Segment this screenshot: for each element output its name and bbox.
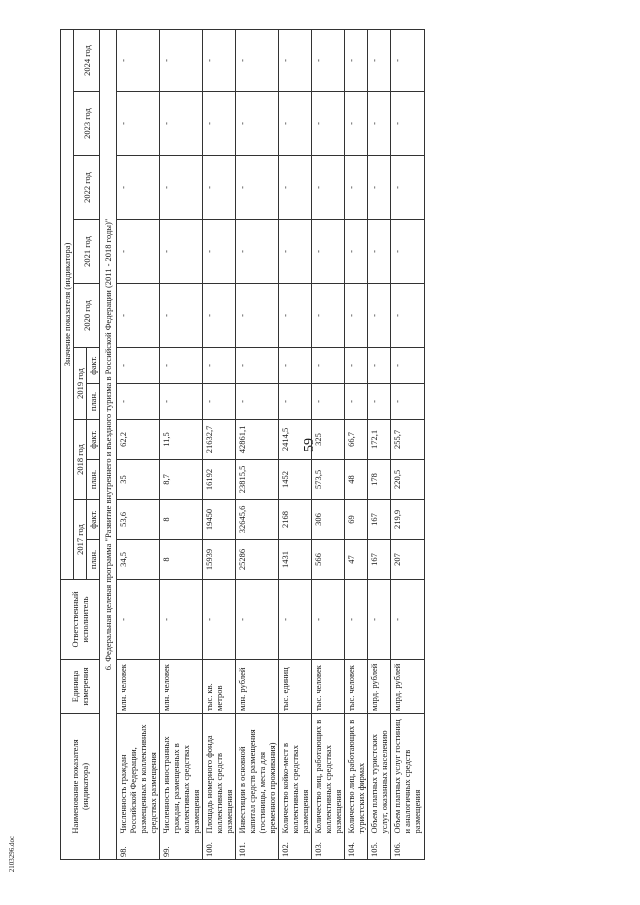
indicator-table-container bbox=[60, 30, 575, 860]
cell-value-2022: - bbox=[279, 155, 312, 219]
cell-value-2022: - bbox=[203, 155, 236, 219]
cell-fact-2017: 53,6 bbox=[117, 499, 160, 539]
header-year-2020: 2020 год bbox=[74, 283, 100, 347]
cell-value-2022: - bbox=[312, 155, 345, 219]
header-year-2019: 2019 год bbox=[74, 347, 87, 419]
cell-row-number: 99. bbox=[160, 836, 203, 860]
cell-row-number: 106. bbox=[391, 836, 424, 860]
cell-value-2021: - bbox=[279, 219, 312, 283]
cell-fact-2019: - bbox=[312, 347, 345, 383]
header-year-2018: 2018 год bbox=[74, 419, 87, 499]
cell-fact-2018: 66,7 bbox=[345, 419, 368, 459]
cell-value-2020: - bbox=[203, 283, 236, 347]
header-fact-2018: факт. bbox=[87, 419, 100, 459]
cell-fact-2017: 2168 bbox=[279, 499, 312, 539]
cell-value-2020: - bbox=[312, 283, 345, 347]
cell-responsible: - bbox=[160, 579, 203, 659]
header-year-2024: 2024 год bbox=[74, 29, 100, 91]
cell-plan-2019: - bbox=[236, 383, 279, 419]
section-title: 6. Федеральная целевая программа "Развитие внутреннего и въездного туризма в Российской Федерации (2011 - 2018 годы)" bbox=[100, 29, 117, 859]
header-year-2021: 2021 год bbox=[74, 219, 100, 283]
cell-unit: млрд. рублей bbox=[391, 659, 424, 713]
header-plan-2017: план. bbox=[87, 539, 100, 579]
cell-plan-2019: - bbox=[391, 383, 424, 419]
cell-fact-2017: 219,9 bbox=[391, 499, 424, 539]
cell-value-2024: - bbox=[236, 29, 279, 91]
cell-fact-2019: - bbox=[236, 347, 279, 383]
cell-plan-2019: - bbox=[203, 383, 236, 419]
header-value-group: Значение показателя (индикатора) bbox=[61, 29, 74, 579]
cell-value-2022: - bbox=[391, 155, 424, 219]
cell-plan-2018: 220,5 bbox=[391, 459, 424, 499]
cell-value-2020: - bbox=[279, 283, 312, 347]
cell-plan-2019: - bbox=[345, 383, 368, 419]
cell-indicator-name: Количество койко-мест в коллективных средствах размещения bbox=[279, 713, 312, 835]
cell-plan-2019: - bbox=[117, 383, 160, 419]
cell-value-2024: - bbox=[203, 29, 236, 91]
cell-row-number: 100. bbox=[203, 836, 236, 860]
cell-value-2023: - bbox=[345, 91, 368, 155]
table-row bbox=[279, 29, 312, 859]
cell-unit: млн. человек bbox=[117, 659, 160, 713]
cell-plan-2017: 25286 bbox=[236, 539, 279, 579]
cell-plan-2017: 15939 bbox=[203, 539, 236, 579]
header-year-2017: 2017 год bbox=[74, 499, 87, 579]
cell-fact-2017: 8 bbox=[160, 499, 203, 539]
cell-value-2021: - bbox=[312, 219, 345, 283]
cell-value-2021: - bbox=[345, 219, 368, 283]
cell-value-2020: - bbox=[391, 283, 424, 347]
table-row bbox=[203, 29, 236, 859]
cell-value-2022: - bbox=[160, 155, 203, 219]
cell-value-2024: - bbox=[345, 29, 368, 91]
cell-responsible: - bbox=[203, 579, 236, 659]
cell-fact-2018: 2414,5 bbox=[279, 419, 312, 459]
header-year-2023: 2023 год bbox=[74, 91, 100, 155]
cell-value-2023: - bbox=[203, 91, 236, 155]
cell-value-2023: - bbox=[117, 91, 160, 155]
cell-unit: млн. рублей bbox=[236, 659, 279, 713]
cell-value-2023: - bbox=[279, 91, 312, 155]
cell-value-2020: - bbox=[160, 283, 203, 347]
cell-fact-2018: 11,5 bbox=[160, 419, 203, 459]
cell-value-2023: - bbox=[312, 91, 345, 155]
cell-responsible: - bbox=[368, 579, 391, 659]
header-fact-2017: факт. bbox=[87, 499, 100, 539]
header-unit: Единица измерения bbox=[61, 659, 100, 713]
cell-plan-2017: 207 bbox=[391, 539, 424, 579]
cell-value-2022: - bbox=[117, 155, 160, 219]
indicator-table bbox=[60, 29, 425, 860]
cell-indicator-name: Количество лиц, работающих в коллективных средствах размещения bbox=[312, 713, 345, 835]
cell-indicator-name: Количество лиц, работающих в туристских фирмах bbox=[345, 713, 368, 835]
cell-fact-2019: - bbox=[117, 347, 160, 383]
cell-value-2021: - bbox=[203, 219, 236, 283]
cell-fact-2018: 255,7 bbox=[391, 419, 424, 459]
table-row bbox=[312, 29, 345, 859]
cell-plan-2019: - bbox=[279, 383, 312, 419]
cell-plan-2017: 8 bbox=[160, 539, 203, 579]
cell-plan-2018: 23815,5 bbox=[236, 459, 279, 499]
cell-value-2021: - bbox=[236, 219, 279, 283]
cell-fact-2017: 69 bbox=[345, 499, 368, 539]
cell-value-2024: - bbox=[117, 29, 160, 91]
cell-responsible: - bbox=[236, 579, 279, 659]
cell-value-2021: - bbox=[368, 219, 391, 283]
cell-value-2024: - bbox=[391, 29, 424, 91]
cell-row-number: 102. bbox=[279, 836, 312, 860]
header-plan-2019: план. bbox=[87, 383, 100, 419]
cell-row-number: 103. bbox=[312, 836, 345, 860]
cell-unit: млрд. рублей bbox=[368, 659, 391, 713]
cell-value-2021: - bbox=[117, 219, 160, 283]
cell-value-2022: - bbox=[345, 155, 368, 219]
cell-responsible: - bbox=[279, 579, 312, 659]
cell-fact-2017: 306 bbox=[312, 499, 345, 539]
cell-value-2021: - bbox=[160, 219, 203, 283]
cell-value-2022: - bbox=[236, 155, 279, 219]
cell-fact-2019: - bbox=[368, 347, 391, 383]
cell-value-2022: - bbox=[368, 155, 391, 219]
cell-value-2020: - bbox=[117, 283, 160, 347]
header-indicator-name: Наименование показателя (индикатора) bbox=[61, 713, 100, 859]
cell-value-2023: - bbox=[160, 91, 203, 155]
cell-row-number: 105. bbox=[368, 836, 391, 860]
table-row bbox=[391, 29, 424, 859]
cell-value-2020: - bbox=[345, 283, 368, 347]
cell-plan-2018: 1452 bbox=[279, 459, 312, 499]
cell-plan-2017: 47 bbox=[345, 539, 368, 579]
cell-fact-2018: 21632,7 bbox=[203, 419, 236, 459]
table-row bbox=[160, 29, 203, 859]
cell-plan-2018: 178 bbox=[368, 459, 391, 499]
cell-fact-2019: - bbox=[391, 347, 424, 383]
cell-value-2021: - bbox=[391, 219, 424, 283]
cell-plan-2018: 16192 bbox=[203, 459, 236, 499]
page-number: 59 bbox=[302, 438, 317, 452]
cell-indicator-name: Объем платных туристских услуг, оказанных населению bbox=[368, 713, 391, 835]
cell-responsible: - bbox=[391, 579, 424, 659]
cell-responsible: - bbox=[345, 579, 368, 659]
cell-row-number: 98. bbox=[117, 836, 160, 860]
cell-plan-2019: - bbox=[368, 383, 391, 419]
cell-value-2024: - bbox=[160, 29, 203, 91]
cell-fact-2018: 172,1 bbox=[368, 419, 391, 459]
cell-fact-2019: - bbox=[345, 347, 368, 383]
cell-fact-2017: 167 bbox=[368, 499, 391, 539]
cell-plan-2017: 1431 bbox=[279, 539, 312, 579]
cell-row-number: 101. bbox=[236, 836, 279, 860]
header-responsible: Ответственный исполнитель bbox=[61, 579, 100, 659]
cell-indicator-name: Численность иностранных граждан, размещенных в коллективных средствах размещения bbox=[160, 713, 203, 835]
cell-responsible: - bbox=[117, 579, 160, 659]
cell-plan-2019: - bbox=[160, 383, 203, 419]
cell-fact-2017: 32645,6 bbox=[236, 499, 279, 539]
cell-plan-2018: 48 bbox=[345, 459, 368, 499]
cell-unit: млн. человек bbox=[160, 659, 203, 713]
cell-unit: тыс. человек bbox=[345, 659, 368, 713]
cell-value-2024: - bbox=[312, 29, 345, 91]
cell-unit: тыс. единиц bbox=[279, 659, 312, 713]
header-year-2022: 2022 год bbox=[74, 155, 100, 219]
cell-value-2020: - bbox=[236, 283, 279, 347]
cell-responsible: - bbox=[312, 579, 345, 659]
cell-plan-2018: 35 bbox=[117, 459, 160, 499]
cell-fact-2018: 325 bbox=[312, 419, 345, 459]
header-fact-2019: факт. bbox=[87, 347, 100, 383]
table-row bbox=[236, 29, 279, 859]
table-row bbox=[345, 29, 368, 859]
cell-value-2020: - bbox=[368, 283, 391, 347]
cell-plan-2018: 8,7 bbox=[160, 459, 203, 499]
cell-row-number: 104. bbox=[345, 836, 368, 860]
header-plan-2018: план. bbox=[87, 459, 100, 499]
cell-fact-2019: - bbox=[160, 347, 203, 383]
cell-fact-2019: - bbox=[203, 347, 236, 383]
cell-value-2023: - bbox=[368, 91, 391, 155]
cell-fact-2017: 19450 bbox=[203, 499, 236, 539]
cell-plan-2017: 167 bbox=[368, 539, 391, 579]
document-filename: 2103296.doc bbox=[8, 835, 16, 873]
cell-value-2023: - bbox=[391, 91, 424, 155]
table-row bbox=[368, 29, 391, 859]
cell-value-2024: - bbox=[368, 29, 391, 91]
cell-fact-2018: 62,2 bbox=[117, 419, 160, 459]
cell-plan-2017: 34,5 bbox=[117, 539, 160, 579]
table-row bbox=[117, 29, 160, 859]
cell-plan-2017: 566 bbox=[312, 539, 345, 579]
cell-fact-2018: 42861,1 bbox=[236, 419, 279, 459]
cell-indicator-name: Объем платных услуг гостиниц и аналогичных средств размещения bbox=[391, 713, 424, 835]
cell-indicator-name: Численность граждан Российской Федерации, размещенных в коллективных средствах размещения bbox=[117, 713, 160, 835]
cell-indicator-name: Инвестиции в основной капитал средств размещения (гостиницы, места для временного проживания) bbox=[236, 713, 279, 835]
cell-plan-2019: - bbox=[312, 383, 345, 419]
cell-value-2023: - bbox=[236, 91, 279, 155]
cell-unit: тыс. кв. метров bbox=[203, 659, 236, 713]
cell-indicator-name: Площадь номерного фонда коллективных средств размещения bbox=[203, 713, 236, 835]
cell-plan-2018: 573,5 bbox=[312, 459, 345, 499]
cell-unit: тыс. человек bbox=[312, 659, 345, 713]
cell-value-2024: - bbox=[279, 29, 312, 91]
cell-fact-2019: - bbox=[279, 347, 312, 383]
